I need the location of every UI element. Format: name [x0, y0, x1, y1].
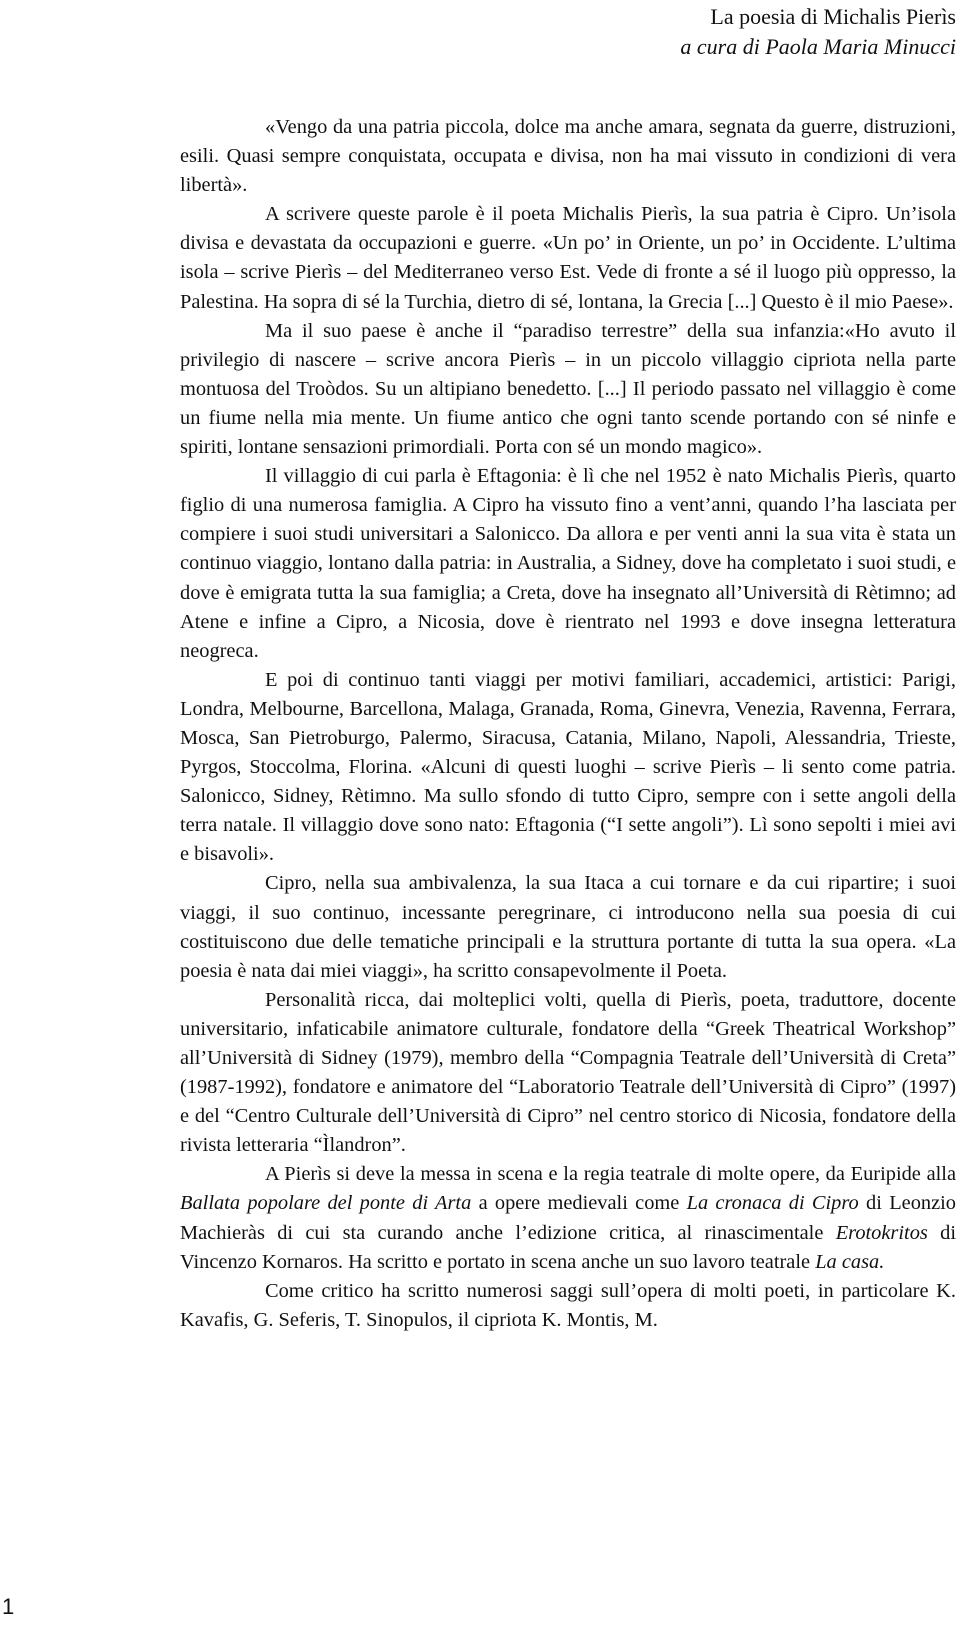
page-number: 1: [2, 1594, 15, 1619]
paragraph-text: Il villaggio di cui parla è Eftagonia: è lì che nel 1952 è nato Michalis Pierìs, quarto figlio di una numerosa famiglia. A Cipro ha vissuto fino a vent’anni, quando l’ha lasciata per compiere i suoi studi universitari a Salonicco. Da allora e per venti anni la sua vita è stata un continuo viaggio, lontano dalla patria: in Australia, a Sidney, dove ha completato i suoi studi, e dove è emigrata tutta la sua famiglia; a Creta, dove ha insegnato all’Università di Rètimno; ad Atene e infine a Cipro, a Nicosia, dove è rientrato nel 1993 e dove insegna letteratura neogreca.: [180, 465, 956, 662]
body-paragraph: [180, 986, 956, 1161]
paragraph-text: di Leonzio Machieràs di cui sta curando anche l’edizione critica, al rinascimentale: [180, 1192, 957, 1244]
body-text: [180, 113, 956, 1335]
running-header-subtitle: a cura di Paola Maria Minucci: [680, 34, 956, 59]
body-paragraph: [180, 1160, 956, 1276]
running-header-title: La poesia di Michalis Pierìs: [710, 4, 956, 29]
paragraph-text: a opere medievali come: [471, 1192, 687, 1215]
italic-title-text: Ballata popolare del ponte di Arta: [180, 1192, 472, 1215]
running-header: [680, 2, 956, 62]
italic-title-text: La casa.: [815, 1250, 885, 1273]
paragraph-text: E poi di continuo tanti viaggi per motivi familiari, accademici, artistici: Parigi, Londra, Melbourne, Barcellona, Malaga, Granada, Roma, Ginevra, Venezia, Ravenna, Ferrara, Mosca, San Pietroburgo, Palermo, Siracusa, Catania, Milano, Napoli, Alessandria, Trieste, Pyrgos, Stoccolma, Florina. «Alcuni di questi luoghi – scrive Pierìs – li sento come patria. Salonicco, Sidney, Rètimno. Ma sullo sfondo di tutto Cipro, sempre con i sette angoli della terra natale. Il villaggio dove sono nato: Eftagonia (“I sette angoli”). Lì sono sepolti i miei avi e bisavoli».: [180, 668, 956, 866]
body-paragraph: [180, 1277, 956, 1335]
paragraph-text: Cipro, nella sua ambivalenza, la sua Itaca a cui tornare e da cui ripartire; i suoi viaggi, il suo continuo, incessante peregrinare, ci introducono nella sua poesia di cui costituiscono due delle tematiche principali e la struttura portante di tutta la sua opera. «La poesia è nata dai miei viaggi», ha scritto consapevolmente il Poeta.: [180, 872, 956, 982]
paragraph-text: A Pierìs si deve la messa in scena e la regia teatrale di molte opere, da Euripide alla: [265, 1163, 956, 1186]
body-paragraph: [180, 666, 956, 870]
body-paragraph: [180, 200, 956, 316]
paragraph-text: Come critico ha scritto numerosi saggi sull’opera di molti poeti, in particolare K. Kavafis, G. Seferis, T. Sinopulos, il cipriota K. Montis, M.: [180, 1279, 956, 1331]
body-paragraph: [180, 462, 956, 666]
paragraph-text: Ma il suo paese è anche il “paradiso terrestre” della sua infanzia:«Ho avuto il privilegio di nascere – scrive ancora Pierìs – in un piccolo villaggio cipriota nella parte montuosa del Troòdos. Su un altipiano benedetto. [...] Il periodo passato nel villaggio è come un fiume nella mia mente. Un fiume antico che ogni tanto scende portando con sé ninfe e spiriti, lontane sensazioni primordiali. Porta con sé un mondo magico».: [180, 319, 956, 459]
paragraph-text: A scrivere queste parole è il poeta Michalis Pierìs, la sua patria è Cipro. Un’isola divisa e devastata da occupazioni e guerre. «Un po’ in Oriente, un po’ in Occidente. L’ultima isola – scrive Pierìs – del Mediterraneo verso Est. Vede di fronte a sé il luogo più oppresso, la Palestina. Ha sopra di sé la Turchia, dietro di sé, lontana, la Grecia [...] Questo è il mio Paese».: [180, 203, 956, 313]
italic-title-text: La cronaca di Cipro: [686, 1192, 859, 1215]
italic-title-text: Erotokritos: [835, 1221, 928, 1244]
body-paragraph: [180, 317, 956, 462]
body-paragraph: [180, 113, 956, 200]
paragraph-text: «Vengo da una patria piccola, dolce ma anche amara, segnata da guerre, distruzioni, esili. Quasi sempre conquistata, occupata e divisa, non ha mai vissuto in condizioni di vera libertà».: [180, 116, 956, 197]
paragraph-text: Personalità ricca, dai molteplici volti, quella di Pierìs, poeta, traduttore, docente universitario, infaticabile animatore culturale, fondatore della “Greek Theatrical Workshop” all’Università di Sidney (1979), membro della “Compagnia Teatrale dell’Università di Creta” (1987-1992), fondatore e animatore del “Laboratorio Teatrale dell’Università di Cipro” (1997) e del “Centro Culturale dell’Università di Cipro” nel centro storico di Nicosia, fondatore della rivista letteraria “Ìlandron”.: [180, 988, 956, 1157]
body-paragraph: [180, 869, 956, 985]
paragraph-text: di Vincenzo Kornaros. Ha scritto e portato in scena anche un suo lavoro teatrale: [180, 1221, 956, 1273]
